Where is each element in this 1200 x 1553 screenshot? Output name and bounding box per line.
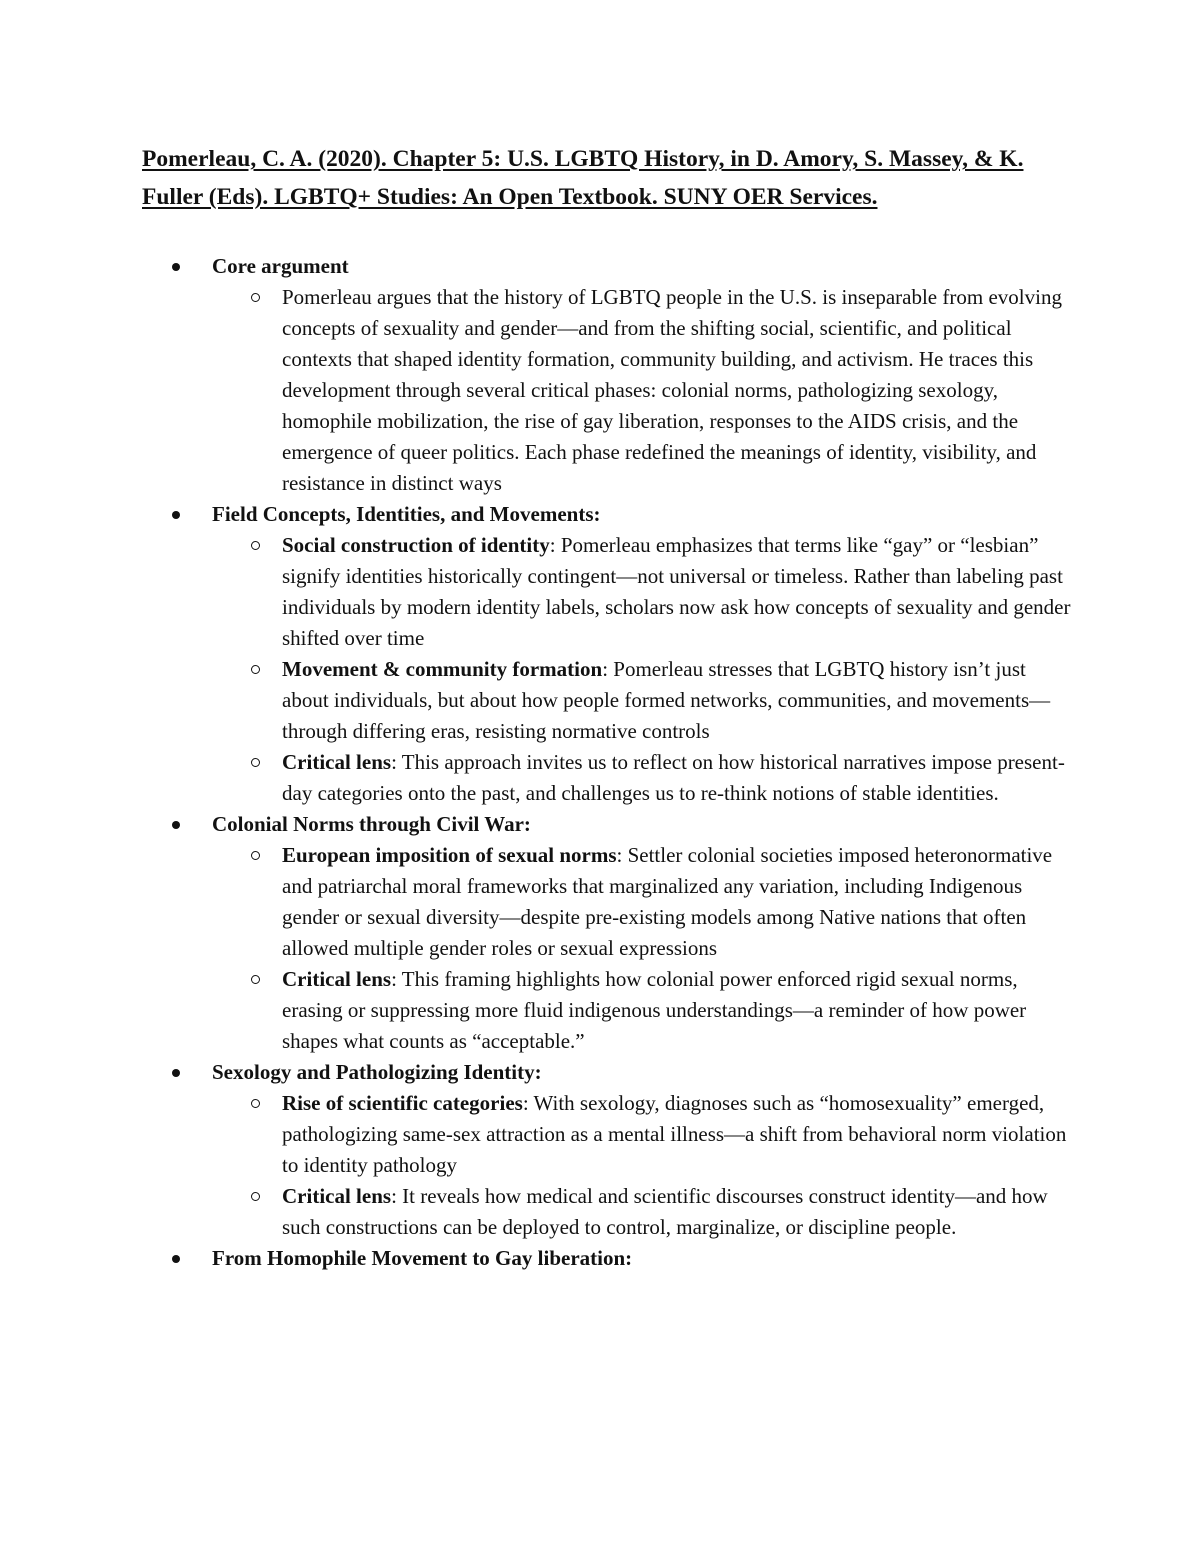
hollow-bullet-icon (251, 665, 260, 674)
item-text: : Settler colonial societies imposed heteronormative and patriarchal moral frameworks that marginalized any variation, including Indigenous gender or sexual diversity—despite pre-existing models among Native nations that often allowed multiple gender roles or sexual expressions (282, 843, 1053, 960)
item-text: : It reveals how medical and scientific discourses construct identity—and how such constructions can be deployed to control, marginalize, or discipline people. (282, 1184, 1048, 1239)
outline-item (142, 747, 1072, 809)
outline-item (142, 840, 1072, 964)
section-heading: From Homophile Movement to Gay liberation: (212, 1246, 633, 1270)
filled-bullet-icon (172, 511, 180, 519)
citation-heading: Pomerleau, C. A. (2020). Chapter 5: U.S. LGBTQ History, in D. Amory, S. Massey, & K. Fuller (Eds). LGBTQ+ Studies: An Open Textbook. SUNY OER Services. (142, 146, 1024, 210)
item-term: Rise of scientific categories (282, 1091, 523, 1115)
item-text: : This framing highlights how colonial power enforced rigid sexual norms, erasing or suppressing more fluid indigenous understandings—a reminder of how power shapes what counts as “acceptable.” (282, 967, 1027, 1053)
outline-item (142, 654, 1072, 747)
section-heading: Sexology and Pathologizing Identity: (212, 1060, 542, 1084)
hollow-bullet-icon (251, 758, 260, 767)
item-text: Pomerleau argues that the history of LGBTQ people in the U.S. is inseparable from evolving concepts of sexuality and gender—and from the shifting social, scientific, and political contexts that shaped identity formation, community building, and activism. He traces this development through several critical phases: colonial norms, pathologizing sexology, homophile mobilization, the rise of gay liberation, responses to the AIDS crisis, and the emergence of queer politics. Each phase redefined the meanings of identity, visibility, and resistance in distinct ways (282, 285, 1062, 495)
item-term: Critical lens (282, 967, 392, 991)
item-text: : This approach invites us to reflect on how historical narratives impose present-day categories onto the past, and challenges us to re-think notions of stable identities. (282, 750, 1065, 805)
hollow-bullet-icon (251, 1099, 260, 1108)
outline-item (142, 1088, 1072, 1181)
outline-section (142, 1057, 1072, 1088)
item-text: : Pomerleau emphasizes that terms like “gay” or “lesbian” signify identities historically contingent—not universal or timeless. Rather than labeling past individuals by modern identity labels, scholars now ask how concepts of sexuality and gender shifted over time (282, 533, 1071, 650)
item-text: : Pomerleau stresses that LGBTQ history isn’t just about individuals, but about how people formed networks, communities, and movements—through differing eras, resisting normative controls (282, 657, 1051, 743)
outline-item (142, 530, 1072, 654)
hollow-bullet-icon (251, 975, 260, 984)
filled-bullet-icon (172, 1255, 180, 1263)
outline-item (142, 964, 1072, 1057)
hollow-bullet-icon (251, 541, 260, 550)
hollow-bullet-icon (251, 293, 260, 302)
filled-bullet-icon (172, 1069, 180, 1077)
filled-bullet-icon (172, 263, 180, 271)
section-heading: Field Concepts, Identities, and Movements: (212, 502, 601, 526)
outline-section (142, 1243, 1072, 1274)
outline-section (142, 251, 1072, 282)
item-term: Social construction of identity (282, 533, 550, 557)
section-heading: Core argument (212, 254, 349, 278)
outline-section (142, 499, 1072, 530)
item-term: European imposition of sexual norms (282, 843, 617, 867)
outline-item (142, 1181, 1072, 1243)
hollow-bullet-icon (251, 851, 260, 860)
item-term: Critical lens (282, 1184, 392, 1208)
filled-bullet-icon (172, 821, 180, 829)
section-heading: Colonial Norms through Civil War: (212, 812, 531, 836)
outline (142, 251, 1072, 1274)
outline-item (142, 282, 1072, 499)
outline-section (142, 809, 1072, 840)
item-term: Movement & community formation (282, 657, 603, 681)
item-text: : With sexology, diagnoses such as “homosexuality” emerged, pathologizing same-sex attraction as a mental illness—a shift from behavioral norm violation to identity pathology (282, 1091, 1067, 1177)
item-term: Critical lens (282, 750, 392, 774)
hollow-bullet-icon (251, 1192, 260, 1201)
